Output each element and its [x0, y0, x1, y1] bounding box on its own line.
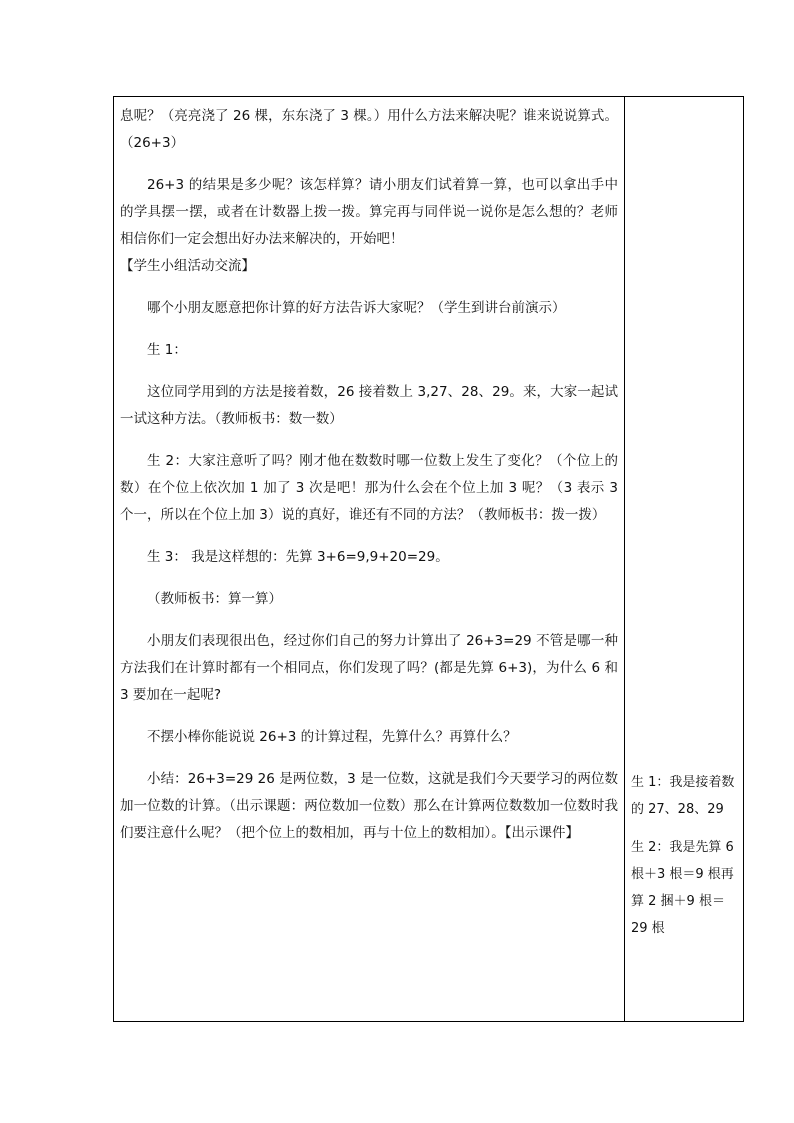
paragraph-demo: 哪个小朋友愿意把你计算的好方法告诉大家呢？（学生到讲台前演示）: [147, 300, 566, 316]
column-divider: [624, 97, 625, 1021]
lesson-table: [113, 96, 744, 1022]
paragraph-student-3: 生 3： 我是这样想的：先算 3+6=9,9+20=29。: [147, 549, 449, 565]
side-note-student-1: 生 1：我是接着数的 27、28、29: [631, 775, 735, 817]
side-note-student-2: 生 2：我是先算 6 根＋3 根＝9 根再算 2 捆＋9 根＝29 根: [631, 840, 734, 936]
paragraph-common-point: 小朋友们表现很出色，经过你们自己的努力计算出了 26+3=29 不管是哪一种方法我们在计算时都有一个相同点，你们发现了吗？(都是先算 6+3)，为什么 6 和 3 要加在一起呢?: [120, 633, 618, 703]
main-column: [120, 103, 618, 847]
paragraph-count-method: 这位同学用到的方法是接着数，26 接着数上 3,27、28、29。来，大家一起试一试这种方法。（教师板书：数一数）: [120, 384, 618, 427]
paragraph-summary: 小结：26+3=29 26 是两位数，3 是一位数，这就是我们今天要学习的两位数加一位数的计算。（出示课题：两位数加一位数）那么在计算两位数数加一位数时我们要注意什么呢？（把个位上的数相加，再与十位上的数相加）。【出示课件】: [120, 771, 618, 841]
side-column: [631, 769, 739, 942]
paragraph-question: 26+3 的结果是多少呢？该怎样算？请小朋友们试着算一算，也可以拿出手中的学具摆一摆，或者在计数器上拨一拨。算完再与同伴说一说你是怎么想的？老师相信你们一定会想出好办法来解决的，开始吧！: [120, 177, 618, 247]
paragraph-group-activity: 【学生小组活动交流】: [120, 258, 255, 274]
paragraph-student-1: 生 1：: [147, 342, 187, 358]
paragraph-process: 不摆小棒你能说说 26+3 的计算过程，先算什么？再算什么？: [147, 729, 517, 745]
paragraph-board-note: （教师板书：算一算）: [147, 591, 282, 607]
paragraph-intro: 息呢？（亮亮浇了 26 棵，东东浇了 3 棵。）用什么方法来解决呢？谁来说说算式。（26+3）: [120, 108, 618, 151]
paragraph-student-2: 生 2：大家注意听了吗？刚才他在数数时哪一位数上发生了变化？（个位上的数）在个位上依次加 1 加了 3 次是吧！那为什么会在个位上加 3 呢？（3 表示 3 个一，所以在个位上加 3）说的真好，谁还有不同的方法？（教师板书：拨一拨）: [120, 453, 618, 523]
